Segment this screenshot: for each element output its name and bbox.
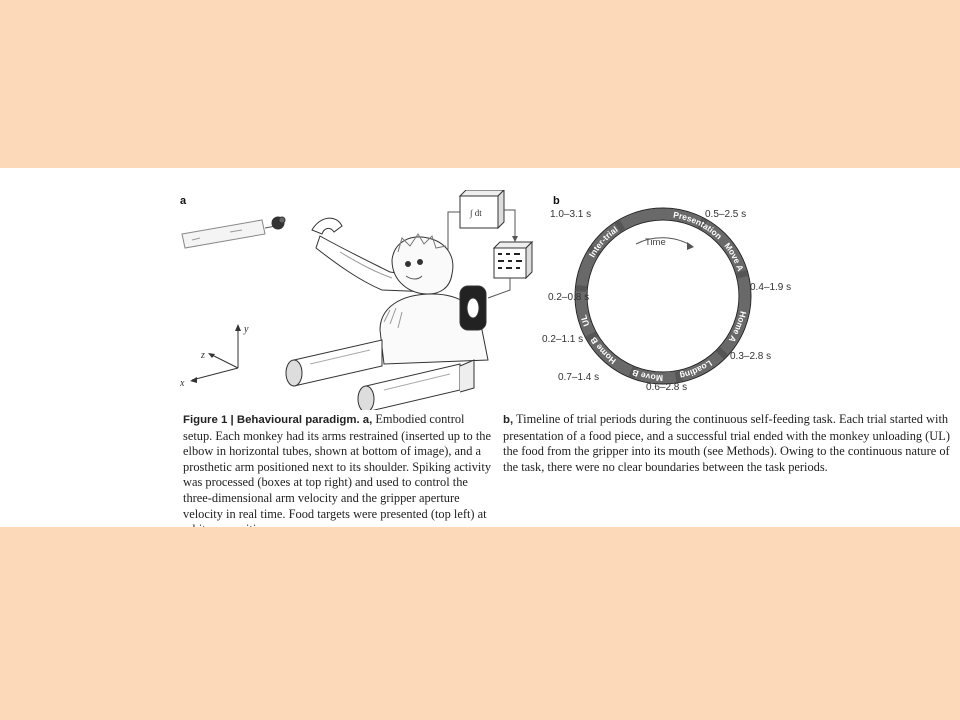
panel-b-label: b <box>553 195 560 207</box>
duration-presentation: 0.5–2.5 s <box>705 209 747 220</box>
ring-label-move-b: Move B <box>630 367 664 384</box>
panel-a-label: a <box>180 195 187 207</box>
caption-title: Behavioural paradigm. <box>236 414 360 426</box>
duration-move-b: 0.7–1.4 s <box>558 372 600 383</box>
ring-label-ul: UL <box>578 313 592 328</box>
axis-label-z: z <box>201 350 205 361</box>
bottom-margin-band <box>0 527 960 720</box>
duration-inter-trial: 1.0–3.1 s <box>550 209 592 220</box>
caption-a-letter: a, <box>362 414 373 426</box>
duration-ul: 0.2–0.8 s <box>548 292 590 303</box>
axis-label-x: x <box>180 378 185 389</box>
ring-label-move-a: Move A <box>722 240 746 273</box>
caption-right-column <box>503 412 960 475</box>
setup-illustration <box>182 190 532 410</box>
axis-label-y: y <box>244 324 249 335</box>
caption-b-letter: b, <box>503 414 514 426</box>
timeline-center-label: Time <box>645 237 666 248</box>
duration-move-a: 0.4–1.9 s <box>750 282 792 293</box>
ring-label-home-a: Home A <box>726 310 749 345</box>
ring-label-loading: Loading <box>678 358 714 382</box>
duration-loading: 0.6–2.8 s <box>646 382 688 393</box>
monkey <box>380 234 488 364</box>
duration-home-a: 0.3–2.8 s <box>730 351 772 362</box>
timeline-ring <box>575 208 751 384</box>
duration-home-b: 0.2–1.1 s <box>542 334 584 345</box>
ring-label-presentation: Presentation <box>672 209 725 242</box>
food-presenter <box>182 217 285 248</box>
caption-b-text: Timeline of trial periods during the continuous self-feeding task. Each trial started with presentation of a food piece, and a successful trial ended with the monkey unloading (UL) the food from the gripper into its mouth (see Methods). Owing to the continuous nature of the task, there were no clear boundaries between the task periods. <box>503 412 950 474</box>
caption-separator: | <box>227 414 237 426</box>
svg-text:∫ dt: ∫ dt <box>470 208 482 218</box>
figure-artwork <box>170 190 960 410</box>
top-margin-band <box>0 0 960 168</box>
ring-label-inter-trial: Inter-trial <box>586 224 620 259</box>
caption-figure-label: Figure 1 <box>183 414 228 426</box>
axis-glyph <box>190 324 241 383</box>
ring-label-home-b: Home B <box>588 335 618 367</box>
caption-a-text: Embodied control setup. Each monkey had its arms restrained (inserted up to the elbow in horizontal tubes, shown at bottom of image), and a prosthetic arm positioned next to its shoulder. Spiking activity was processed (boxes at top right) and used to control the three-dimensional arm velocity and the gripper aperture velocity in real time. Food targets were presented (top left) at <box>183 412 492 521</box>
caption-left-column <box>183 412 493 538</box>
